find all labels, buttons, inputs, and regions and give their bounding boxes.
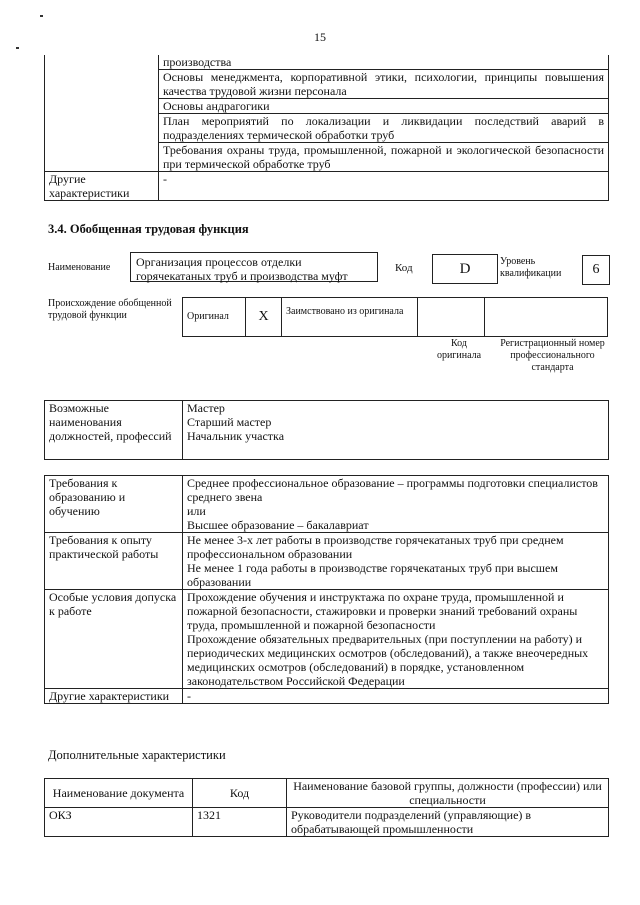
level-box	[582, 255, 610, 285]
table-cell-label	[45, 55, 159, 172]
column-header: Наименование базовой группы, должности (профессии) или специальности	[287, 779, 609, 808]
requirement-line: Среднее профессиональное образование – программы подготовки специалистов среднего звена	[187, 476, 598, 504]
table-row	[45, 808, 609, 837]
function-name: Организация процессов отделки горячекатаных труб и производства муфт	[136, 255, 348, 283]
additional-table	[44, 778, 609, 837]
requirement-line: Высшее образование – бакалавриат	[187, 518, 369, 532]
code-value: D	[459, 261, 471, 277]
requirement-line: Прохождение обучения и инструктажа по охране труда, промышленной и пожарной безопасности, стажировки и проверки знаний требований охраны труда, промышленной и пожарной безопасности	[187, 590, 578, 632]
column-header: Код	[193, 779, 287, 808]
name-label: Наименование	[48, 262, 111, 273]
requirement-label: Особые условия допуска к работе	[45, 590, 183, 689]
section-heading: 3.4. Обобщенная трудовая функция	[48, 222, 249, 236]
requirement-line: или	[187, 504, 206, 518]
table-cell-value: Основы менеджмента, корпоративной этики, психологии, принципы повышения качества трудовой жизни персонала	[159, 70, 609, 99]
origin-table	[182, 297, 608, 337]
requirement-label: Требования к образованию и обучению	[45, 476, 183, 533]
table-cell-value: Основы андрагогики	[159, 99, 609, 114]
table-cell: Руководители подразделений (управляющие) в обрабатывающей промышленности	[287, 808, 609, 837]
code-box	[432, 254, 498, 284]
margin-mark	[16, 47, 19, 49]
table-cell-value: Требования охраны труда, промышленной, пожарной и экологической безопасности при термической обработке труб	[159, 143, 609, 172]
top-knowledge-table	[44, 55, 609, 201]
code-caption: Код оригинала	[436, 338, 482, 361]
column-header: Наименование документа	[45, 779, 193, 808]
table-cell: 1321	[193, 808, 287, 837]
table-row	[45, 533, 609, 590]
requirement-line: Не менее 3-х лет работы в производстве горячекатаных труб при среднем профессиональном образовании	[187, 533, 564, 561]
level-value: 6	[592, 262, 600, 277]
requirement-value	[183, 533, 609, 590]
position-item: Мастер	[187, 401, 225, 415]
origin-label: Происхождение обобщенной трудовой функции	[48, 298, 172, 321]
positions-values	[183, 401, 609, 460]
margin-mark	[40, 15, 43, 17]
table-row	[45, 55, 609, 70]
position-item: Старший мастер	[187, 415, 272, 429]
table-row	[45, 689, 609, 704]
original-code-cell	[418, 298, 485, 337]
registration-caption: Регистрационный номер профессионального стандарта	[500, 338, 605, 373]
table-row	[45, 401, 609, 460]
requirement-value	[183, 476, 609, 533]
code-label: Код	[395, 262, 413, 274]
requirement-label: Требования к опыту практической работы	[45, 533, 183, 590]
table-row	[183, 298, 608, 337]
registration-number-cell	[485, 298, 608, 337]
table-cell-value: производства	[159, 55, 609, 70]
function-name-box	[130, 252, 378, 282]
requirement-value	[183, 689, 609, 704]
positions-label: Возможные наименования должностей, профессий	[45, 401, 183, 460]
table-row	[45, 590, 609, 689]
table-cell-value: План мероприятий по локализации и ликвидации последствий аварий в подразделениях термической обработки труб	[159, 114, 609, 143]
borrowed-label: Заимствовано из оригинала	[282, 298, 418, 337]
requirement-label: Другие характеристики	[45, 689, 183, 704]
requirements-table	[44, 475, 609, 704]
original-mark: X	[246, 298, 282, 337]
page-number: 15	[314, 30, 326, 44]
table-row	[45, 476, 609, 533]
table-cell-label: Другие характеристики	[45, 172, 159, 201]
positions-table	[44, 400, 609, 460]
table-row	[45, 172, 609, 201]
table-cell: ОКЗ	[45, 808, 193, 837]
level-label: Уровень квалификации	[500, 256, 562, 279]
additional-title: Дополнительные характеристики	[48, 748, 226, 762]
position-item: Начальник участка	[187, 429, 285, 443]
requirement-line: -	[187, 689, 191, 703]
requirement-line: Не менее 1 года работы в производстве горячекатаных труб при высшем образовании	[187, 561, 558, 589]
table-header-row	[45, 779, 609, 808]
requirement-value	[183, 590, 609, 689]
table-cell-value: -	[159, 172, 609, 201]
requirement-line: Прохождение обязательных предварительных (при поступлении на работу) и периодических медицинских осмотров (обследований), а также внеочередных медицинских осмотров (обследований) в порядке, установленном законодательством Российской Федерации	[187, 632, 589, 688]
original-label: Оригинал	[183, 298, 246, 337]
